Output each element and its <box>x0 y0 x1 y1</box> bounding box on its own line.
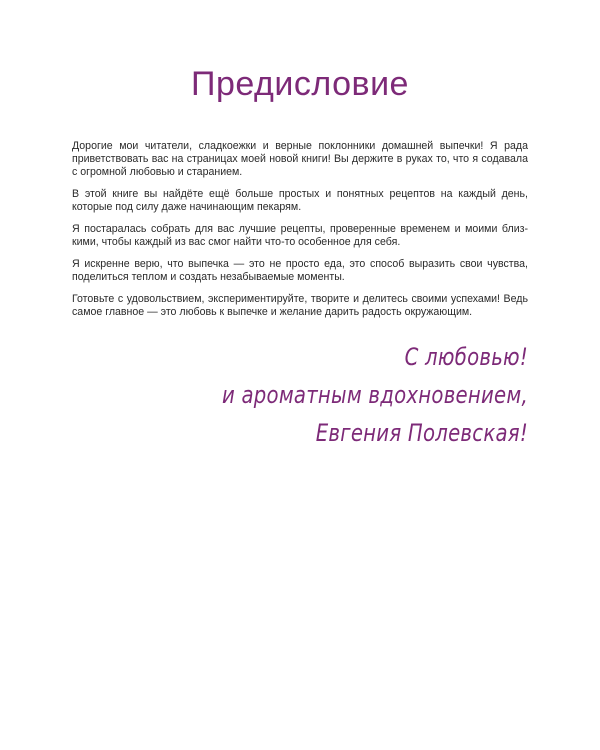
signature-line-wish: и ароматным вдохновением, <box>221 381 528 409</box>
signature-line-author: Евгения Полевская! <box>315 419 528 447</box>
paragraph: Дорогие мои читатели, сладкоежки и верные поклонники домашней выпечки! Я рада приветствовать вас на страницах моей новой книги! Вы держите в руках то, что я содавала с огромной любовью и старанием. <box>72 140 528 178</box>
preface-body <box>72 140 528 328</box>
page-title: Предисловие <box>191 65 409 103</box>
paragraph: Готовьте с удовольствием, экспериментируйте, творите и делитесь своими успехами! Ведь самое главное — это любовь к выпечке и желание дарить радость окружающим. <box>72 293 528 318</box>
paragraph: Я постаралась собрать для вас лучшие рецепты, проверенные временем и моими близкими, чтобы каждый из вас смог найти что-то особенное для себя. <box>72 223 528 248</box>
signature-line-greeting: С любовью! <box>404 343 528 371</box>
handwritten-signature <box>148 338 528 452</box>
paragraph: В этой книге вы найдёте ещё больше простых и понятных рецептов на каждый день, которые под силу даже начинающим пекарям. <box>72 188 528 213</box>
paragraph: Я искренне верю, что выпечка — это не просто еда, это способ выразить свои чувства, поделиться теплом и создать незабываемые моменты. <box>72 258 528 283</box>
